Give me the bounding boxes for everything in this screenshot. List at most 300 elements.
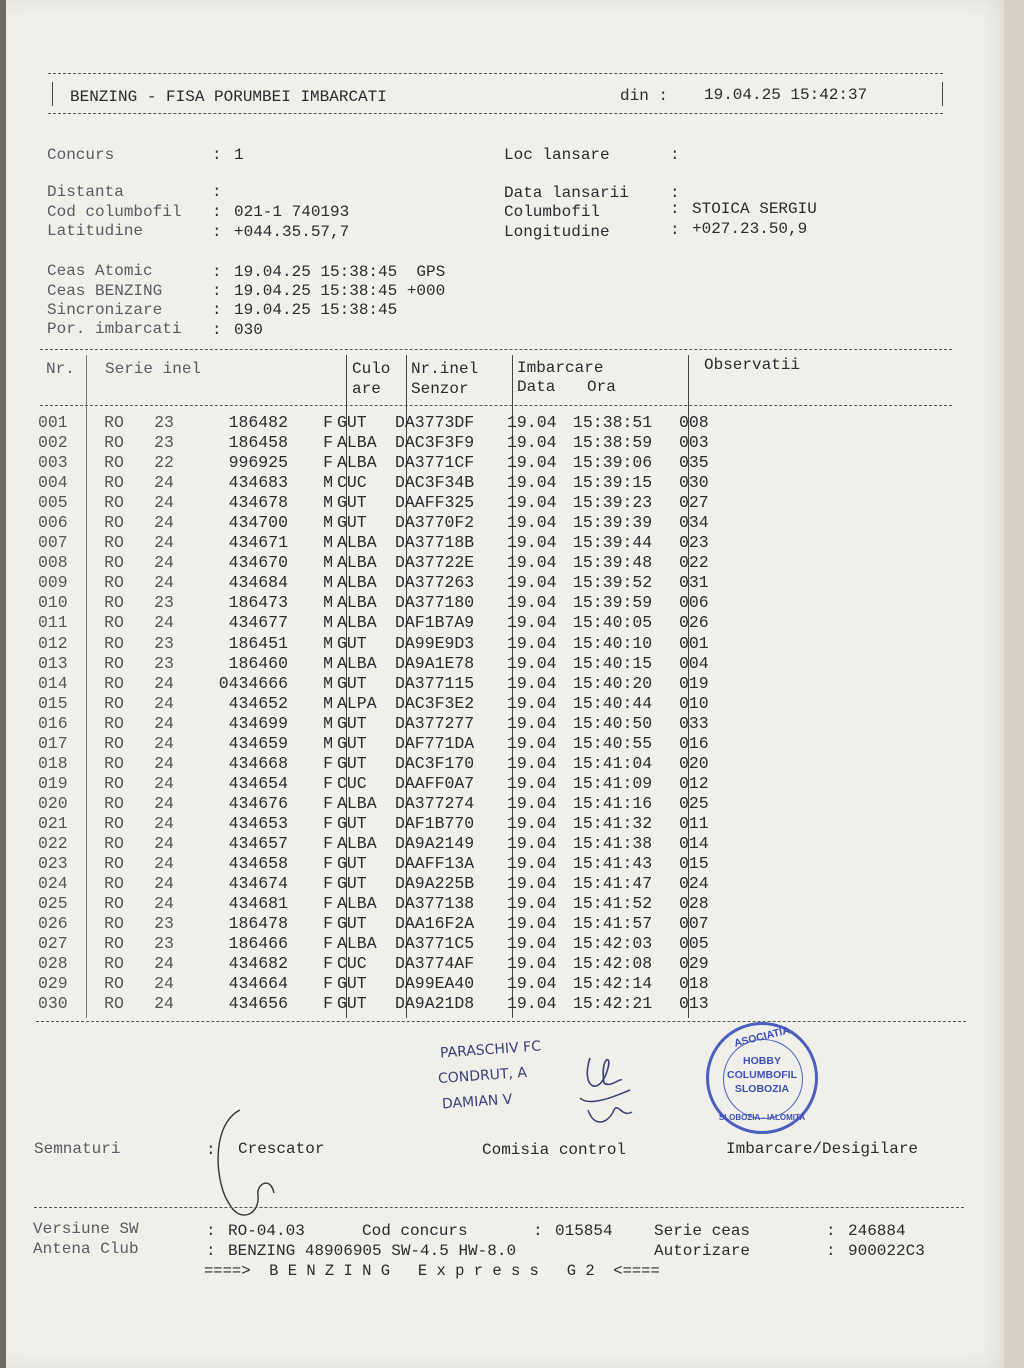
row-number: 007 bbox=[38, 533, 68, 553]
observation: 023 bbox=[679, 533, 709, 553]
crescator-signature bbox=[200, 1105, 310, 1235]
boarding-date: 19.04 bbox=[507, 733, 557, 753]
country-code: RO bbox=[104, 433, 124, 453]
ring-year: 23 bbox=[154, 413, 174, 433]
table-row bbox=[38, 433, 739, 453]
table-row bbox=[38, 413, 739, 433]
observation: 031 bbox=[679, 573, 709, 593]
ring-year: 24 bbox=[154, 974, 174, 994]
sex: F bbox=[323, 994, 333, 1014]
color: GUT bbox=[337, 493, 367, 513]
ring-year: 24 bbox=[154, 693, 174, 713]
country-code: RO bbox=[104, 533, 124, 553]
boarding-time: 15:41:04 bbox=[573, 753, 653, 773]
columbofil-label: Columbofil bbox=[504, 203, 601, 221]
ring-number: 996925 bbox=[228, 453, 288, 473]
table-row bbox=[38, 493, 739, 513]
ring-year: 23 bbox=[154, 934, 174, 954]
ring-year: 23 bbox=[154, 653, 174, 673]
boarding-date: 19.04 bbox=[507, 473, 557, 493]
ring-year: 24 bbox=[154, 573, 174, 593]
color: CUC bbox=[337, 473, 367, 493]
boarding-time: 15:39:23 bbox=[573, 493, 653, 513]
observation: 001 bbox=[679, 633, 709, 653]
color: CUC bbox=[337, 773, 367, 793]
color: ALBA bbox=[337, 553, 377, 573]
observation: 004 bbox=[679, 653, 709, 673]
sensor-id: DA99E9D3 bbox=[395, 633, 475, 653]
table-row bbox=[38, 774, 739, 794]
ring-number: 434676 bbox=[228, 793, 288, 813]
sensor-id: DA3774AF bbox=[395, 954, 475, 974]
versiune-sw-label: Versiune SW bbox=[33, 1220, 139, 1238]
sex: F bbox=[323, 974, 333, 994]
table-row bbox=[38, 674, 739, 694]
sensor-id: DAC3F3E2 bbox=[395, 693, 475, 713]
longitudine-value: +027.23.50,9 bbox=[692, 220, 808, 238]
print-date-label: din : bbox=[620, 87, 669, 105]
sensor-id: DA377274 bbox=[395, 793, 475, 813]
observation: 022 bbox=[679, 553, 709, 573]
boarding-time: 15:42:08 bbox=[573, 954, 653, 974]
observation: 018 bbox=[679, 974, 709, 994]
ring-number: 434670 bbox=[228, 553, 288, 573]
boarding-date: 19.04 bbox=[507, 593, 557, 613]
row-number: 006 bbox=[38, 513, 68, 533]
row-number: 025 bbox=[38, 894, 68, 914]
row-number: 013 bbox=[38, 653, 68, 673]
table-row bbox=[38, 714, 739, 734]
row-number: 016 bbox=[38, 713, 68, 733]
boarding-time: 15:41:38 bbox=[573, 834, 653, 853]
sincronizare-label: Sincronizare bbox=[47, 301, 163, 319]
boarding-date: 19.04 bbox=[507, 513, 557, 533]
handwritten-name-3: DAMIAN V bbox=[441, 1091, 513, 1113]
ring-number: 434683 bbox=[228, 473, 288, 493]
country-code: RO bbox=[104, 473, 124, 493]
sensor-id: DAC3F3F9 bbox=[395, 433, 475, 453]
sensor-id: DAF771DA bbox=[395, 733, 475, 753]
sex: F bbox=[323, 753, 333, 773]
color: ALBA bbox=[337, 593, 377, 613]
porumbei-imbarcati-value: 030 bbox=[234, 321, 263, 339]
boarding-time: 15:40:44 bbox=[573, 693, 653, 713]
table-top-rule bbox=[40, 349, 952, 350]
ring-number: 434668 bbox=[228, 753, 288, 773]
table-row bbox=[38, 533, 739, 553]
sensor-id: DAAFF0A7 bbox=[395, 773, 475, 793]
boarding-date: 19.04 bbox=[507, 834, 557, 853]
color: GUT bbox=[337, 854, 367, 874]
ring-year: 24 bbox=[154, 813, 174, 833]
country-code: RO bbox=[104, 513, 124, 533]
color: GUT bbox=[337, 874, 367, 894]
table-row bbox=[38, 513, 739, 533]
longitudine-label: Longitudine bbox=[504, 223, 610, 241]
table-row bbox=[38, 634, 739, 654]
country-code: RO bbox=[104, 753, 124, 773]
table-row bbox=[38, 694, 739, 714]
country-code: RO bbox=[104, 593, 124, 613]
ring-year: 24 bbox=[154, 894, 174, 914]
sheet-edge bbox=[1004, 0, 1024, 1368]
sensor-id: DA377180 bbox=[395, 593, 475, 613]
country-code: RO bbox=[104, 673, 124, 693]
observation: 012 bbox=[679, 773, 709, 793]
observation: 025 bbox=[679, 793, 709, 813]
table-row bbox=[38, 593, 739, 613]
col-data: Data bbox=[517, 378, 556, 396]
observation: 029 bbox=[679, 954, 709, 974]
observation: 008 bbox=[679, 413, 709, 433]
row-number: 002 bbox=[38, 433, 68, 453]
observation: 010 bbox=[679, 693, 709, 713]
sex: M bbox=[323, 653, 333, 673]
sensor-id: DA3773DF bbox=[395, 413, 475, 433]
color: ALBA bbox=[337, 433, 377, 453]
ring-year: 24 bbox=[154, 533, 174, 553]
boarding-time: 15:39:39 bbox=[573, 513, 653, 533]
ring-number: 434681 bbox=[228, 894, 288, 914]
ring-year: 24 bbox=[154, 834, 174, 853]
sex: F bbox=[323, 834, 333, 853]
ring-year: 24 bbox=[154, 994, 174, 1014]
sensor-id: DA9A2149 bbox=[395, 834, 475, 853]
table-row bbox=[38, 834, 739, 854]
color: GUT bbox=[337, 914, 367, 934]
boarding-time: 15:40:10 bbox=[573, 633, 653, 653]
col-nr: Nr. bbox=[46, 360, 75, 378]
boarding-date: 19.04 bbox=[507, 894, 557, 914]
observation: 033 bbox=[679, 713, 709, 733]
country-code: RO bbox=[104, 653, 124, 673]
boarding-date: 19.04 bbox=[507, 613, 557, 633]
colon: : bbox=[212, 301, 222, 319]
ring-year: 24 bbox=[154, 854, 174, 874]
sex: M bbox=[323, 633, 333, 653]
handwritten-name-1: PARASCHIV FC bbox=[439, 1038, 542, 1062]
antena-club-label: Antena Club bbox=[33, 1240, 139, 1258]
sex: M bbox=[323, 513, 333, 533]
boarding-time: 15:40:15 bbox=[573, 653, 653, 673]
sex: F bbox=[323, 793, 333, 813]
sensor-id: DA377138 bbox=[395, 894, 475, 914]
row-number: 011 bbox=[38, 613, 68, 633]
observation: 015 bbox=[679, 854, 709, 874]
color: GUT bbox=[337, 633, 367, 653]
colon: : bbox=[670, 221, 680, 239]
ring-number: 434653 bbox=[228, 813, 288, 833]
header-bottom-rule bbox=[48, 113, 943, 114]
benzing-express-banner: ====> B E N Z I N G E x p r e s s G 2 <==== bbox=[204, 1262, 660, 1280]
observation: 013 bbox=[679, 994, 709, 1014]
table-row bbox=[38, 754, 739, 774]
boarding-date: 19.04 bbox=[507, 453, 557, 473]
ring-number: 186473 bbox=[228, 593, 288, 613]
row-number: 021 bbox=[38, 813, 68, 833]
observation: 019 bbox=[679, 673, 709, 693]
boarding-time: 15:38:59 bbox=[573, 433, 653, 453]
row-number: 012 bbox=[38, 633, 68, 653]
boarding-date: 19.04 bbox=[507, 553, 557, 573]
color: GUT bbox=[337, 713, 367, 733]
ring-year: 24 bbox=[154, 733, 174, 753]
country-code: RO bbox=[104, 793, 124, 813]
country-code: RO bbox=[104, 493, 124, 513]
color: CUC bbox=[337, 954, 367, 974]
association-stamp: ASOCIATIA HOBBY COLUMBOFIL SLOBOZIA SLOBOZIA - IALOMITA bbox=[706, 1022, 818, 1134]
sex: M bbox=[323, 733, 333, 753]
data-lansarii-label: Data lansarii bbox=[504, 184, 629, 202]
boarding-time: 15:41:57 bbox=[573, 914, 653, 934]
country-code: RO bbox=[104, 994, 124, 1014]
sensor-id: DA3770F2 bbox=[395, 513, 475, 533]
ring-year: 24 bbox=[154, 773, 174, 793]
color: ALBA bbox=[337, 613, 377, 633]
row-number: 027 bbox=[38, 934, 68, 954]
ring-year: 24 bbox=[154, 473, 174, 493]
ring-number: 434678 bbox=[228, 493, 288, 513]
sensor-id: DA377277 bbox=[395, 713, 475, 733]
loc-lansare-label: Loc lansare bbox=[504, 146, 610, 164]
sensor-id: DA3771C5 bbox=[395, 934, 475, 954]
table-row bbox=[38, 894, 739, 914]
sensor-id: DAF1B7A9 bbox=[395, 613, 475, 633]
col-observatii: Observatii bbox=[704, 356, 801, 374]
crescator-label: Crescator bbox=[238, 1140, 325, 1158]
row-number: 024 bbox=[38, 874, 68, 894]
porumbei-imbarcati-label: Por. imbarcati bbox=[47, 320, 182, 338]
ceas-atomic-value: 19.04.25 15:38:45 GPS bbox=[234, 263, 446, 281]
boarding-time: 15:40:55 bbox=[573, 733, 653, 753]
country-code: RO bbox=[104, 413, 124, 433]
sensor-id: DAA16F2A bbox=[395, 914, 475, 934]
sex: M bbox=[323, 593, 333, 613]
ring-number: 434654 bbox=[228, 773, 288, 793]
print-date-value: 19.04.25 15:42:37 bbox=[704, 86, 868, 104]
color: GUT bbox=[337, 673, 367, 693]
boarding-time: 15:40:20 bbox=[573, 673, 653, 693]
ring-year: 23 bbox=[154, 433, 174, 453]
serie-ceas-label: Serie ceas bbox=[654, 1222, 751, 1240]
colon: : bbox=[206, 1222, 216, 1240]
table-row bbox=[38, 613, 739, 633]
row-number: 020 bbox=[38, 793, 68, 813]
colon: : bbox=[670, 146, 680, 164]
observation: 027 bbox=[679, 493, 709, 513]
ring-number: 434652 bbox=[228, 693, 288, 713]
boarding-time: 15:41:09 bbox=[573, 773, 653, 793]
observation: 003 bbox=[679, 433, 709, 453]
ring-number: 186460 bbox=[228, 653, 288, 673]
sex: M bbox=[323, 553, 333, 573]
row-number: 022 bbox=[38, 834, 68, 853]
boarding-date: 19.04 bbox=[507, 974, 557, 994]
color: ALBA bbox=[337, 894, 377, 914]
sensor-id: DA9A225B bbox=[395, 874, 475, 894]
boarding-time: 15:39:59 bbox=[573, 593, 653, 613]
boarding-date: 19.04 bbox=[507, 753, 557, 773]
sensor-id: DA99EA40 bbox=[395, 974, 475, 994]
ring-year: 24 bbox=[154, 713, 174, 733]
row-number: 030 bbox=[38, 994, 68, 1014]
boarding-date: 19.04 bbox=[507, 914, 557, 934]
observation: 006 bbox=[679, 593, 709, 613]
boarding-time: 15:39:52 bbox=[573, 573, 653, 593]
sex: M bbox=[323, 493, 333, 513]
boarding-time: 15:41:16 bbox=[573, 793, 653, 813]
ring-number: 434677 bbox=[228, 613, 288, 633]
ring-number: 186478 bbox=[228, 914, 288, 934]
semnaturi-label: Semnaturi bbox=[34, 1140, 121, 1158]
row-number: 026 bbox=[38, 914, 68, 934]
row-number: 014 bbox=[38, 673, 68, 693]
ring-year: 24 bbox=[154, 613, 174, 633]
col-ora: Ora bbox=[587, 378, 616, 396]
table-row bbox=[38, 874, 739, 894]
boarding-date: 19.04 bbox=[507, 433, 557, 453]
color: ALBA bbox=[337, 573, 377, 593]
boarding-time: 15:39:15 bbox=[573, 473, 653, 493]
row-number: 005 bbox=[38, 493, 68, 513]
boarding-time: 15:42:14 bbox=[573, 974, 653, 994]
row-number: 003 bbox=[38, 453, 68, 473]
country-code: RO bbox=[104, 894, 124, 914]
table-row bbox=[38, 974, 739, 994]
table-row bbox=[38, 814, 739, 834]
ring-number: 186451 bbox=[228, 633, 288, 653]
observation: 034 bbox=[679, 513, 709, 533]
country-code: RO bbox=[104, 553, 124, 573]
antena-club-value: BENZING 48906905 SW-4.5 HW-8.0 bbox=[228, 1242, 517, 1260]
table-row bbox=[38, 994, 739, 1014]
country-code: RO bbox=[104, 974, 124, 994]
ring-number: 434700 bbox=[228, 513, 288, 533]
sex: M bbox=[323, 613, 333, 633]
country-code: RO bbox=[104, 914, 124, 934]
color: ALBA bbox=[337, 834, 377, 853]
colon: : bbox=[212, 146, 222, 164]
colon: : bbox=[670, 200, 680, 218]
table-header-rule bbox=[40, 405, 952, 406]
boarding-time: 15:39:44 bbox=[573, 533, 653, 553]
sincronizare-value: 19.04.25 15:38:45 bbox=[234, 301, 398, 319]
table-row bbox=[38, 914, 739, 934]
boarding-time: 15:39:06 bbox=[573, 453, 653, 473]
cod-columbofil-label: Cod columbofil bbox=[47, 203, 182, 221]
country-code: RO bbox=[104, 713, 124, 733]
boarding-time: 15:42:03 bbox=[573, 934, 653, 954]
boarding-time: 15:41:43 bbox=[573, 854, 653, 874]
country-code: RO bbox=[104, 633, 124, 653]
boarding-date: 19.04 bbox=[507, 854, 557, 874]
ring-number: 186466 bbox=[228, 934, 288, 954]
boarding-time: 15:41:47 bbox=[573, 874, 653, 894]
sensor-id: DA377115 bbox=[395, 673, 475, 693]
sex: F bbox=[323, 934, 333, 954]
sex: F bbox=[323, 914, 333, 934]
color: ALBA bbox=[337, 533, 377, 553]
handwritten-name-2: CONDRUT, A bbox=[437, 1064, 528, 1088]
ring-year: 24 bbox=[154, 673, 174, 693]
sensor-id: DAC3F34B bbox=[395, 473, 475, 493]
table-bottom-rule bbox=[36, 1021, 966, 1022]
boarding-time: 15:41:32 bbox=[573, 813, 653, 833]
colon: : bbox=[212, 203, 222, 221]
sex: M bbox=[323, 673, 333, 693]
color: GUT bbox=[337, 813, 367, 833]
boarding-date: 19.04 bbox=[507, 533, 557, 553]
color: GUT bbox=[337, 753, 367, 773]
row-number: 018 bbox=[38, 753, 68, 773]
observation: 028 bbox=[679, 894, 709, 914]
boarding-date: 19.04 bbox=[507, 653, 557, 673]
sex: F bbox=[323, 874, 333, 894]
table-row bbox=[38, 954, 739, 974]
sensor-id: DA37722E bbox=[395, 553, 475, 573]
colon: : bbox=[212, 321, 222, 339]
col-senzor-line1: Nr.inel bbox=[411, 360, 479, 378]
color: ALBA bbox=[337, 653, 377, 673]
commission-signatures bbox=[560, 1028, 640, 1128]
ring-year: 23 bbox=[154, 593, 174, 613]
sex: F bbox=[323, 433, 333, 453]
observation: 007 bbox=[679, 914, 709, 934]
sex: F bbox=[323, 954, 333, 974]
ring-number: 434658 bbox=[228, 854, 288, 874]
ceas-atomic-label: Ceas Atomic bbox=[47, 262, 153, 280]
boarding-date: 19.04 bbox=[507, 874, 557, 894]
cod-concurs-label: Cod concurs bbox=[362, 1222, 468, 1240]
color: ALBA bbox=[337, 934, 377, 954]
autorizare-value: 900022C3 bbox=[848, 1242, 925, 1260]
boarding-time: 15:38:51 bbox=[573, 413, 653, 433]
colon: : bbox=[826, 1222, 836, 1240]
col-culoare-line2: are bbox=[352, 380, 381, 398]
footer-rule bbox=[34, 1207, 964, 1208]
country-code: RO bbox=[104, 874, 124, 894]
colon: : bbox=[212, 223, 222, 241]
boarding-date: 19.04 bbox=[507, 413, 557, 433]
color: GUT bbox=[337, 513, 367, 533]
concurs-label: Concurs bbox=[47, 146, 115, 164]
sex: M bbox=[323, 713, 333, 733]
concurs-value: 1 bbox=[234, 146, 244, 164]
sex: M bbox=[323, 693, 333, 713]
country-code: RO bbox=[104, 613, 124, 633]
cod-concurs-value: 015854 bbox=[555, 1222, 613, 1240]
ring-number: 434671 bbox=[228, 533, 288, 553]
sensor-id: DA3771CF bbox=[395, 453, 475, 473]
boarding-date: 19.04 bbox=[507, 493, 557, 513]
comisia-label: Comisia control bbox=[482, 1141, 627, 1159]
boarding-time: 15:42:21 bbox=[573, 994, 653, 1014]
pigeon-table bbox=[38, 413, 739, 1014]
header-right-bar bbox=[942, 82, 943, 106]
sex: F bbox=[323, 894, 333, 914]
table-row bbox=[38, 553, 739, 573]
latitudine-label: Latitudine bbox=[47, 222, 144, 240]
ring-number: 0434666 bbox=[218, 673, 288, 693]
cod-columbofil-value: 021-1 740193 bbox=[234, 203, 350, 221]
boarding-time: 15:40:05 bbox=[573, 613, 653, 633]
table-row bbox=[38, 934, 739, 954]
row-number: 023 bbox=[38, 854, 68, 874]
sex: F bbox=[323, 813, 333, 833]
color: GUT bbox=[337, 733, 367, 753]
col-imbarcare: Imbarcare bbox=[517, 359, 604, 377]
header-top-rule bbox=[48, 73, 943, 74]
